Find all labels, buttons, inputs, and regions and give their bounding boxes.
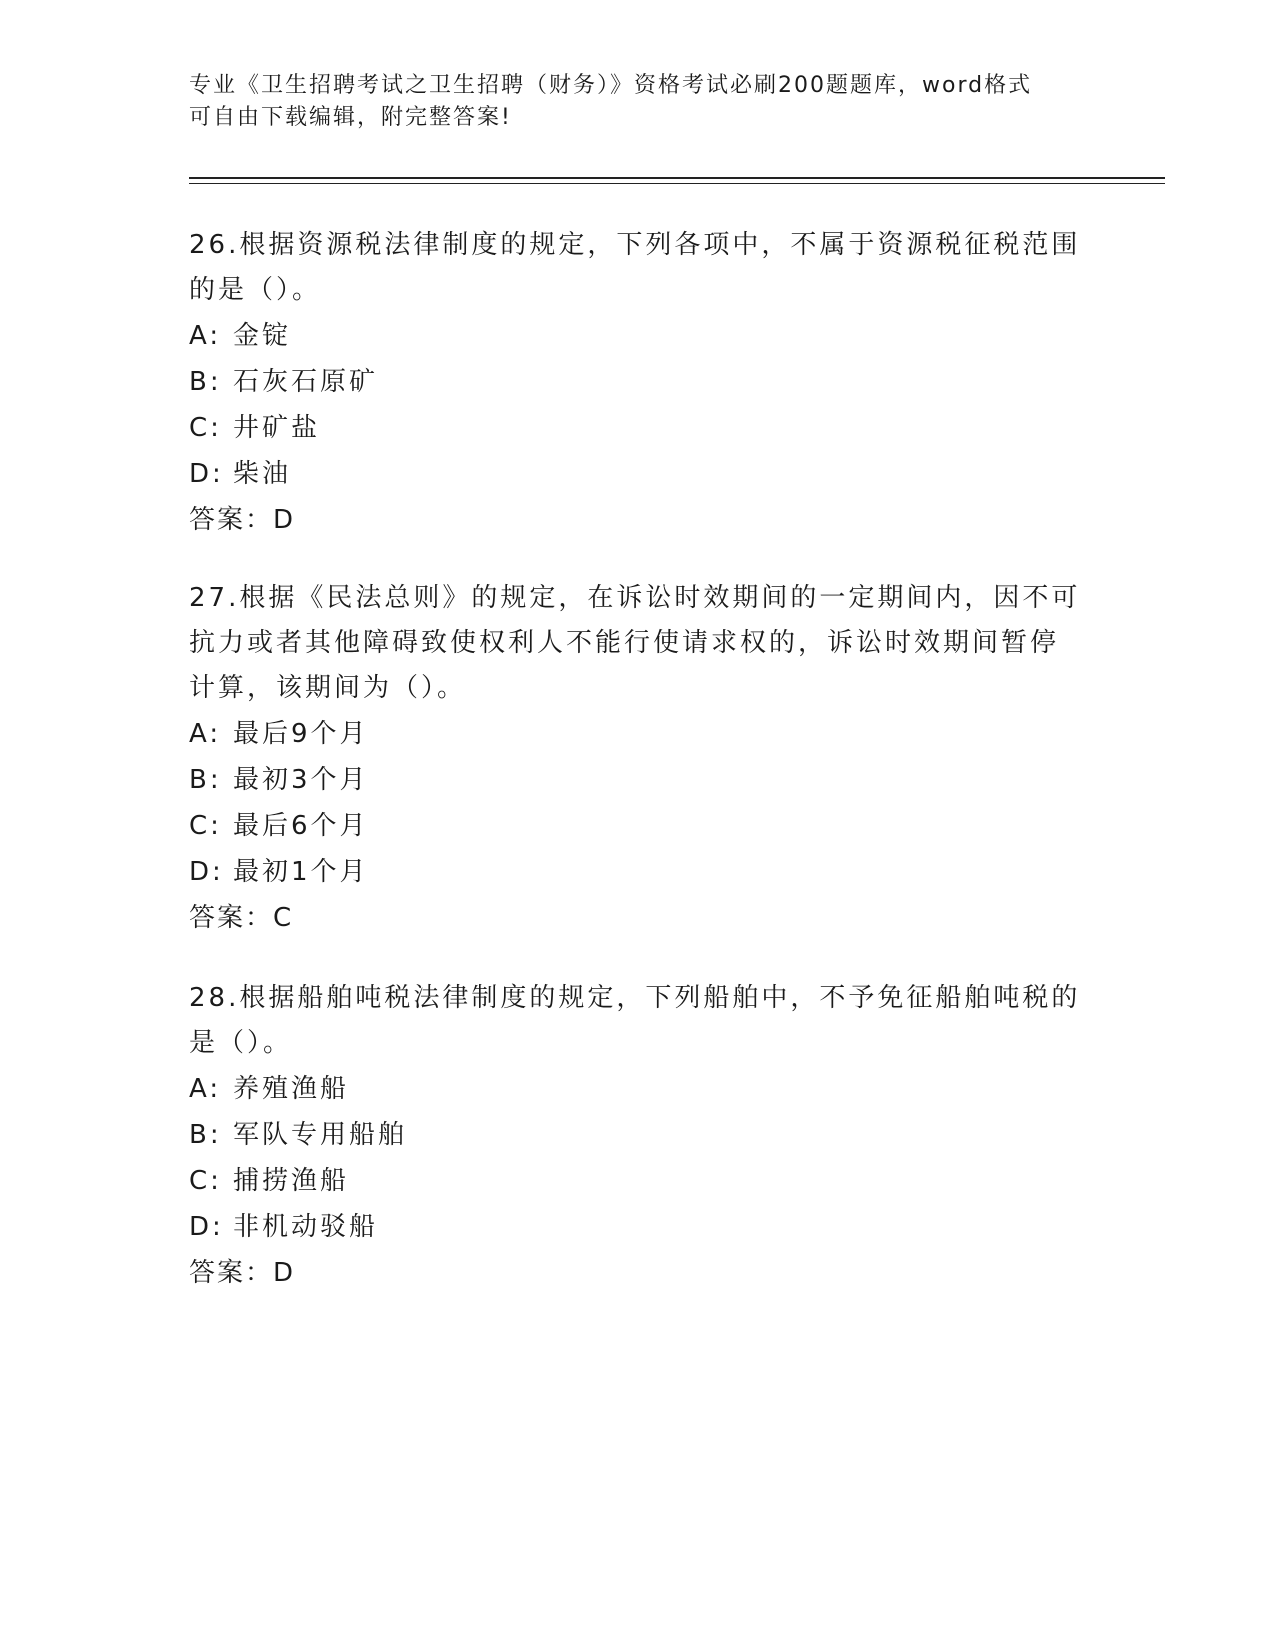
question-stem: 26.根据资源税法律制度的规定，下列各项中，不属于资源税征税范围	[189, 230, 1081, 260]
question-stem: 计算，该期间为（）。	[189, 673, 467, 703]
option-text: 井矿盐	[233, 413, 321, 443]
option-d	[189, 1204, 1089, 1250]
option-d	[189, 849, 1089, 895]
question-stem: 27.根据《民法总则》的规定，在诉讼时效期间的一定期间内，因不可	[189, 583, 1081, 613]
option-letter: D:	[189, 857, 224, 887]
question-28	[189, 976, 1089, 1296]
question-stem: 的是（）。	[189, 275, 322, 305]
option-text: 柴油	[233, 459, 292, 489]
option-text: 最初1个月	[233, 857, 369, 887]
answer-line: 答案：D	[189, 1258, 296, 1288]
question-stem: 28.根据船舶吨税法律制度的规定，下列船舶中，不予免征船舶吨税的	[189, 983, 1081, 1013]
option-text: 最后9个月	[233, 719, 369, 749]
option-letter: C:	[189, 811, 222, 841]
option-c	[189, 1158, 1089, 1204]
question-26	[189, 223, 1089, 543]
option-text: 最后6个月	[233, 811, 369, 841]
option-letter: D:	[189, 459, 224, 489]
option-a	[189, 1066, 1089, 1112]
option-b	[189, 359, 1089, 405]
header-line: 可自由下载编辑，附完整答案!	[189, 105, 512, 130]
option-text: 捕捞渔船	[233, 1166, 350, 1196]
question-27	[189, 576, 1089, 941]
header-divider	[189, 183, 1165, 184]
option-a	[189, 313, 1089, 359]
option-letter: C:	[189, 1166, 222, 1196]
document-header	[189, 70, 1089, 134]
option-b	[189, 1112, 1089, 1158]
option-letter: D:	[189, 1212, 224, 1242]
option-letter: B:	[189, 1120, 222, 1150]
option-c	[189, 803, 1089, 849]
option-letter: A:	[189, 321, 222, 351]
option-text: 养殖渔船	[233, 1074, 350, 1104]
option-text: 石灰石原矿	[233, 367, 379, 397]
question-stem: 是（）。	[189, 1028, 293, 1058]
header-line: 专业《卫生招聘考试之卫生招聘（财务）》资格考试必刷200题题库，word格式	[189, 73, 1033, 98]
option-text: 非机动驳船	[233, 1212, 379, 1242]
option-c	[189, 405, 1089, 451]
option-letter: A:	[189, 1074, 222, 1104]
question-stem: 抗力或者其他障碍致使权利人不能行使请求权的，诉讼时效期间暂停	[189, 628, 1060, 658]
header-divider	[189, 177, 1165, 179]
option-d	[189, 451, 1089, 497]
option-letter: A:	[189, 719, 222, 749]
answer-line: 答案：D	[189, 505, 296, 535]
option-letter: B:	[189, 765, 222, 795]
option-text: 金锭	[233, 321, 292, 351]
option-letter: C:	[189, 413, 222, 443]
option-text: 军队专用船舶	[233, 1120, 408, 1150]
option-b	[189, 757, 1089, 803]
answer-line: 答案：C	[189, 903, 294, 933]
option-a	[189, 711, 1089, 757]
option-text: 最初3个月	[233, 765, 369, 795]
option-letter: B:	[189, 367, 222, 397]
